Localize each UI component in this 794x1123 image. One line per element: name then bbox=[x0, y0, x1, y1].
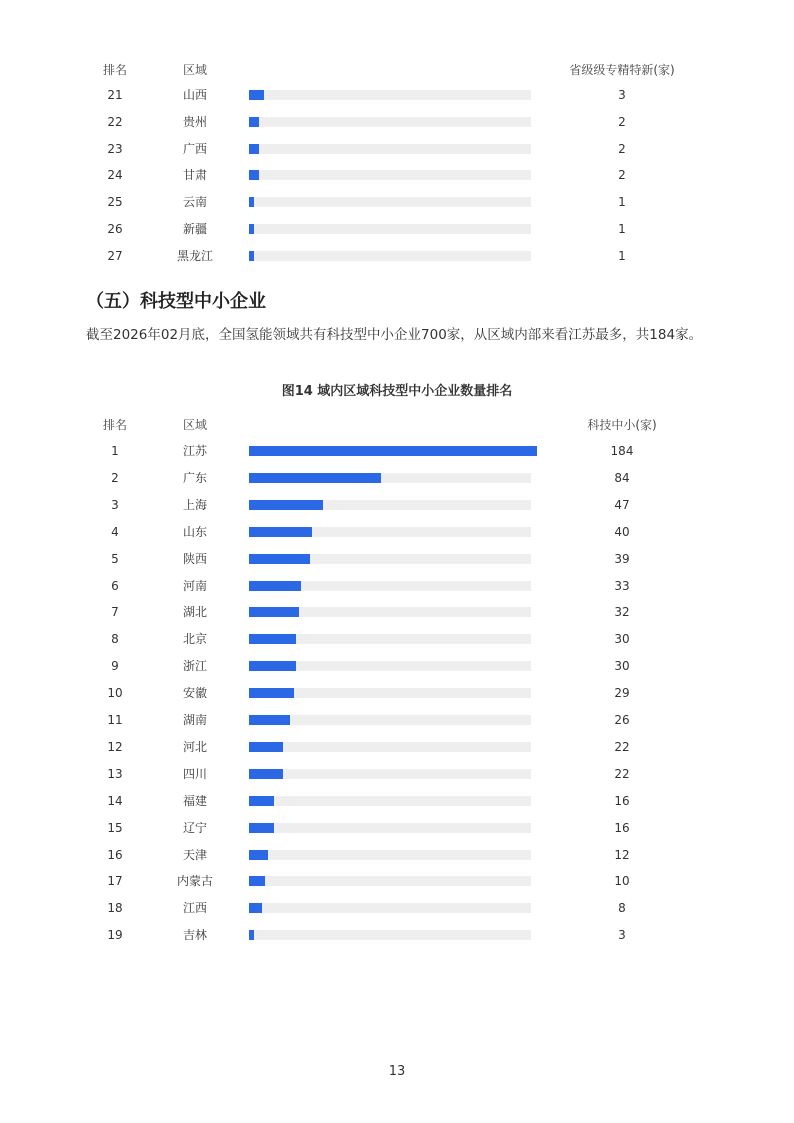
chart-bar bbox=[249, 527, 312, 537]
chart-bar bbox=[249, 715, 290, 725]
chart-rank: 16 bbox=[107, 847, 123, 862]
chart-region-label: 吉林 bbox=[182, 928, 207, 943]
table1-bar-track bbox=[249, 197, 531, 207]
chart-region-label: 浙江 bbox=[182, 659, 207, 674]
chart-region-label: 辽宁 bbox=[182, 820, 207, 835]
chart-bar-track bbox=[249, 473, 531, 483]
chart-region-label: 河南 bbox=[182, 578, 207, 593]
table1-region-label: 新疆 bbox=[182, 222, 207, 236]
chart-rank: 17 bbox=[107, 874, 123, 889]
chart-row bbox=[0, 710, 794, 730]
chart-value-label: 8 bbox=[618, 901, 626, 916]
table1-row bbox=[0, 192, 794, 212]
chart-bar-track bbox=[249, 500, 531, 510]
chart-value-label: 40 bbox=[614, 524, 630, 539]
chart-bar-track bbox=[249, 527, 531, 537]
chart-bar-track bbox=[249, 850, 531, 860]
chart-region-label: 北京 bbox=[182, 632, 207, 647]
chart-region-label: 四川 bbox=[182, 766, 207, 781]
table1-rank: 22 bbox=[107, 114, 123, 129]
chart-bar-track bbox=[249, 554, 531, 564]
chart-region-label: 福建 bbox=[182, 793, 207, 808]
chart-rank: 3 bbox=[111, 497, 119, 512]
chart-row bbox=[0, 818, 794, 838]
chart-bar bbox=[249, 688, 294, 698]
table1-region-label: 甘肃 bbox=[182, 168, 207, 183]
chart-value-label: 10 bbox=[614, 874, 630, 889]
chart-region-label: 湖南 bbox=[182, 713, 207, 727]
chart-bar-track bbox=[249, 903, 531, 913]
table1-bar-track bbox=[249, 251, 531, 261]
chart-bar-track bbox=[249, 930, 531, 940]
chart-rank: 2 bbox=[111, 470, 119, 485]
table1-bar bbox=[249, 117, 259, 127]
chart-row bbox=[0, 871, 794, 891]
table1-bar-track bbox=[249, 170, 531, 180]
table1-value-label: 1 bbox=[618, 248, 626, 263]
chart-row bbox=[0, 656, 794, 676]
chart-row bbox=[0, 441, 794, 461]
table1-header-value: 省级级专精特新(家) bbox=[569, 63, 675, 77]
chart-bar bbox=[249, 742, 283, 752]
chart-header-value: 科技中小(家) bbox=[587, 418, 657, 432]
chart-rank: 6 bbox=[111, 578, 119, 593]
table1-row bbox=[0, 139, 794, 159]
chart-rank: 8 bbox=[111, 632, 119, 647]
chart-bar-track bbox=[249, 876, 531, 886]
chart-header bbox=[0, 415, 794, 435]
chart-value-label: 3 bbox=[618, 928, 626, 943]
chart-region-label: 湖北 bbox=[182, 605, 207, 620]
chart-region-label: 广东 bbox=[182, 470, 207, 485]
chart-region-label: 陕西 bbox=[182, 551, 207, 566]
chart-row bbox=[0, 845, 794, 865]
table1-header-region: 区域 bbox=[182, 63, 207, 77]
table1-bar-track bbox=[249, 117, 531, 127]
chart-bar bbox=[249, 554, 310, 564]
chart-region-label: 内蒙古 bbox=[176, 874, 213, 889]
chart-value-label: 47 bbox=[614, 497, 630, 512]
table1-bar bbox=[249, 90, 264, 100]
chart-region-label: 河北 bbox=[182, 739, 207, 754]
chart-row bbox=[0, 791, 794, 811]
table1-row bbox=[0, 219, 794, 239]
chart-bar bbox=[249, 930, 254, 940]
chart-bar-track bbox=[249, 796, 531, 806]
chart-bar-track bbox=[249, 661, 531, 671]
table1-header bbox=[0, 60, 794, 80]
chart-bar bbox=[249, 661, 296, 671]
chart-row bbox=[0, 495, 794, 515]
chart-rank: 5 bbox=[111, 551, 119, 566]
chart-title: 图14 域内区域科技型中小企业数量排名 bbox=[281, 384, 513, 399]
chart-row bbox=[0, 602, 794, 622]
table1-value-label: 2 bbox=[618, 168, 626, 183]
table1-rank: 21 bbox=[107, 88, 123, 102]
table1-row bbox=[0, 112, 794, 132]
chart-bar-track bbox=[249, 769, 531, 779]
chart-row bbox=[0, 549, 794, 569]
chart-rank: 18 bbox=[107, 901, 123, 916]
chart-bar bbox=[249, 769, 283, 779]
table1-region-label: 贵州 bbox=[182, 114, 207, 129]
chart-bar bbox=[249, 903, 262, 913]
chart-bar bbox=[249, 500, 323, 510]
page-number: 13 bbox=[388, 1064, 406, 1079]
section-paragraph: 截至2026年02月底，全国氢能领域共有科技型中小企业700家，从区域内部来看江苏最多，共184家。 bbox=[86, 327, 703, 343]
chart-bar-track bbox=[249, 715, 531, 725]
table1-bar-track bbox=[249, 90, 531, 100]
chart-rank: 13 bbox=[107, 766, 123, 781]
chart-bar bbox=[249, 473, 381, 483]
chart-row bbox=[0, 925, 794, 945]
chart-value-label: 30 bbox=[614, 632, 630, 647]
chart-region-label: 江苏 bbox=[182, 444, 207, 458]
chart-rank: 10 bbox=[107, 686, 123, 701]
chart-rank: 9 bbox=[111, 659, 119, 674]
table1-bar-track bbox=[249, 144, 531, 154]
table1-bar bbox=[249, 170, 259, 180]
table1-region-label: 云南 bbox=[182, 195, 207, 210]
chart-rank: 11 bbox=[107, 713, 123, 727]
table1-row bbox=[0, 165, 794, 185]
table1-rank: 23 bbox=[107, 141, 123, 156]
chart-value-label: 184 bbox=[610, 444, 634, 458]
chart-bar bbox=[249, 607, 299, 617]
table1-value-label: 2 bbox=[618, 114, 626, 129]
table1-region-label: 黑龙江 bbox=[176, 248, 213, 263]
table1-bar-track bbox=[249, 224, 531, 234]
chart-value-label: 30 bbox=[614, 659, 630, 674]
chart-bar bbox=[249, 581, 301, 591]
chart-bar bbox=[249, 446, 537, 456]
table1-value-label: 1 bbox=[618, 222, 626, 236]
table1-rank: 24 bbox=[107, 168, 123, 183]
chart-bar-track bbox=[249, 688, 531, 698]
chart-header-region: 区域 bbox=[182, 418, 207, 432]
table1-header-rank: 排名 bbox=[102, 63, 127, 77]
chart-bar-track bbox=[249, 742, 531, 752]
chart-bar-track bbox=[249, 581, 531, 591]
chart-row bbox=[0, 522, 794, 542]
chart-rank: 12 bbox=[107, 739, 123, 754]
chart-bar-track bbox=[249, 607, 531, 617]
chart-value-label: 26 bbox=[614, 713, 630, 727]
table1-rank: 27 bbox=[107, 248, 123, 263]
chart-row bbox=[0, 576, 794, 596]
chart-rank: 15 bbox=[107, 820, 123, 835]
chart-row bbox=[0, 898, 794, 918]
chart-value-label: 33 bbox=[614, 578, 630, 593]
chart-row bbox=[0, 629, 794, 649]
section-title: （五）科技型中小企业 bbox=[86, 291, 266, 312]
chart-value-label: 84 bbox=[614, 470, 630, 485]
chart-value-label: 29 bbox=[614, 686, 630, 701]
chart-row bbox=[0, 737, 794, 757]
table1-value-label: 3 bbox=[618, 88, 626, 102]
chart-region-label: 江西 bbox=[182, 901, 207, 916]
chart-value-label: 32 bbox=[614, 605, 630, 620]
chart-bar-track bbox=[249, 634, 531, 644]
table1-region-label: 广西 bbox=[182, 141, 207, 156]
chart-rank: 1 bbox=[111, 444, 119, 458]
table1-bar bbox=[249, 197, 254, 207]
table1-rank: 26 bbox=[107, 222, 123, 236]
chart-rank: 7 bbox=[111, 605, 119, 620]
table1-region-label: 山西 bbox=[182, 88, 207, 102]
chart-rank: 4 bbox=[111, 524, 119, 539]
table1-row bbox=[0, 85, 794, 105]
table1-bar bbox=[249, 144, 259, 154]
chart-region-label: 山东 bbox=[182, 524, 207, 539]
chart-row bbox=[0, 764, 794, 784]
chart-region-label: 上海 bbox=[182, 497, 207, 512]
chart-bar bbox=[249, 876, 265, 886]
chart-bar bbox=[249, 850, 268, 860]
table1-row bbox=[0, 246, 794, 266]
chart-rank: 14 bbox=[107, 793, 123, 808]
table1-rank: 25 bbox=[107, 195, 123, 210]
chart-bar-track bbox=[249, 446, 531, 456]
chart-row bbox=[0, 468, 794, 488]
chart-value-label: 39 bbox=[614, 551, 630, 566]
chart-header-rank: 排名 bbox=[102, 418, 127, 432]
table1-bar bbox=[249, 224, 254, 234]
chart-bar bbox=[249, 823, 274, 833]
table1-value-label: 1 bbox=[618, 195, 626, 210]
chart-row bbox=[0, 683, 794, 703]
chart-value-label: 16 bbox=[614, 793, 630, 808]
table1-value-label: 2 bbox=[618, 141, 626, 156]
chart-bar bbox=[249, 796, 274, 806]
chart-value-label: 16 bbox=[614, 820, 630, 835]
chart-region-label: 安徽 bbox=[182, 686, 207, 701]
chart-value-label: 22 bbox=[614, 766, 630, 781]
chart-bar-track bbox=[249, 823, 531, 833]
chart-value-label: 12 bbox=[614, 847, 630, 862]
chart-value-label: 22 bbox=[614, 739, 630, 754]
chart-region-label: 天津 bbox=[182, 847, 207, 862]
chart-bar bbox=[249, 634, 296, 644]
chart-rank: 19 bbox=[107, 928, 123, 943]
table1-bar bbox=[249, 251, 254, 261]
